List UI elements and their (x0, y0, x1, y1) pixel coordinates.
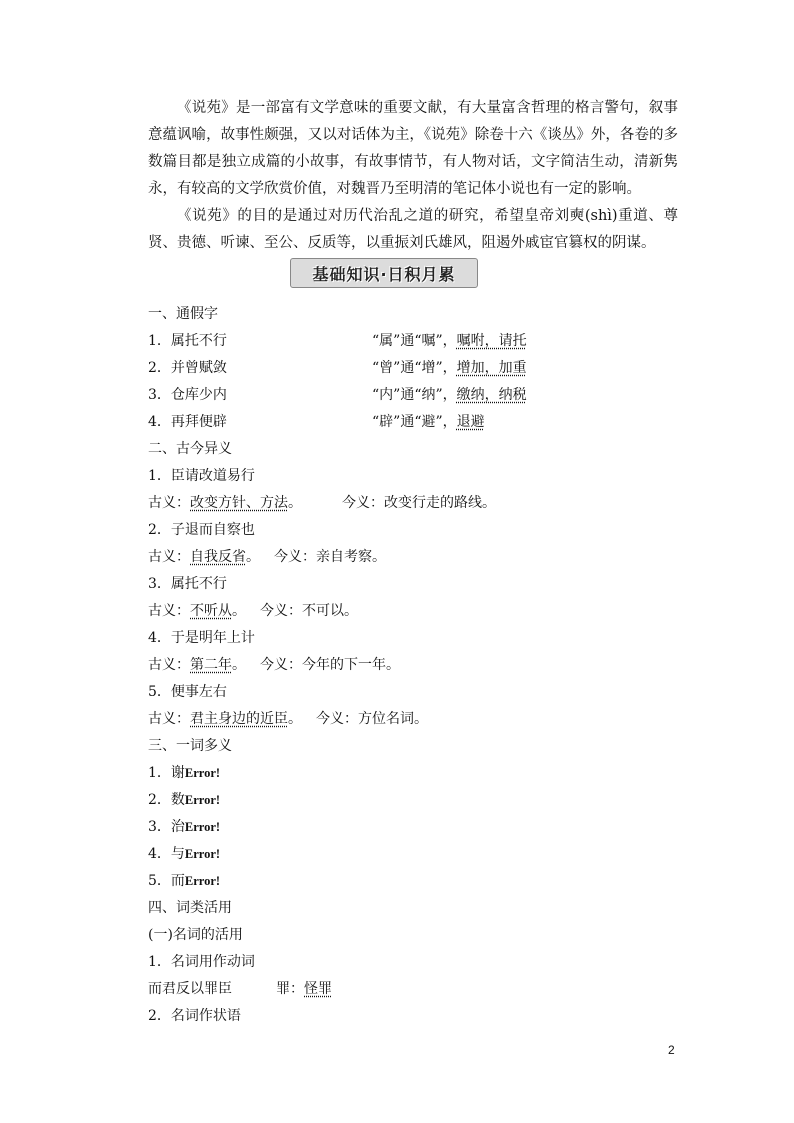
word-label: 3．治 (148, 819, 185, 835)
section-heading-gujinyiyi: 二、古今异义 (148, 441, 232, 457)
gloss-underlined: 缴纳，纳税 (456, 387, 527, 403)
list-item-right (372, 411, 485, 431)
period: 。 (288, 495, 302, 511)
gu-label: 古义： (148, 495, 190, 511)
jin-meaning: 今义：方位名词。 (316, 711, 428, 727)
period: 。 (232, 603, 246, 619)
definition-line (148, 600, 358, 620)
example-sentence: 而君反以罪臣 (148, 981, 232, 997)
gu-label: 古义： (148, 549, 190, 565)
gloss-underlined: 怪罪 (304, 981, 332, 997)
word-label: 2．数 (148, 792, 185, 808)
jin-meaning: 今义：不可以。 (260, 603, 358, 619)
gu-meaning: 自我反省 (190, 549, 246, 565)
jin-meaning: 今义：改变行走的路线。 (342, 495, 496, 511)
section-heading-yiciduoyi: 三、一词多义 (148, 738, 232, 754)
gu-label: 古义： (148, 711, 190, 727)
list-item-right (372, 330, 527, 350)
section-heading-tongjiazi: 一、通假字 (148, 306, 218, 322)
period: 。 (288, 711, 302, 727)
example-line (148, 978, 332, 998)
list-item: 2．名词作状语 (148, 1008, 241, 1024)
word-label: 5．而 (148, 873, 185, 889)
gu-label: 古义： (148, 603, 190, 619)
list-item (148, 843, 220, 863)
banner-title: 基础知识·日积月累 (312, 264, 456, 284)
list-item-left: 1．属托不行 (148, 333, 227, 349)
word-label: 1．谢 (148, 765, 185, 781)
gu-meaning: 改变方针、方法 (190, 495, 288, 511)
list-item: 2．子退而自察也 (148, 522, 255, 538)
gloss-text: “属”通“嘱”， (372, 333, 457, 349)
gloss-underlined: 嘱咐，请托 (456, 333, 527, 349)
gu-label: 古义： (148, 657, 190, 673)
list-item: 3．属托不行 (148, 576, 227, 592)
period: 。 (246, 549, 260, 565)
gu-meaning: 君主身边的近臣 (190, 711, 288, 727)
definition-line (148, 708, 428, 728)
list-item-right (372, 357, 527, 377)
list-item-left: 3．仓库少内 (148, 387, 227, 403)
definition-line (148, 492, 496, 512)
intro-block (148, 95, 678, 257)
list-item: 1．臣请改道易行 (148, 468, 255, 484)
gloss-text: “内”通“纳”， (372, 387, 457, 403)
error-text: Error! (184, 847, 221, 861)
list-item: 1．名词用作动词 (148, 954, 255, 970)
error-text: Error! (184, 766, 221, 780)
jin-meaning: 今义：亲自考察。 (274, 549, 386, 565)
word-label: 4．与 (148, 846, 185, 862)
error-text: Error! (184, 874, 221, 888)
list-item: 4．于是明年上计 (148, 630, 255, 646)
gu-meaning: 不听从 (190, 603, 232, 619)
intro-paragraph-2: 《说苑》的目的是通过对历代治乱之道的研究，希望皇帝刘奭(shì)重道、尊贤、贵德、听谏、至公、反质等，以重振刘氏雄风，阻遏外戚宦官篡权的阴谋。 (148, 208, 678, 251)
list-item (148, 816, 220, 836)
intro-paragraph-1: 《说苑》是一部富有文学意味的重要文献，有大量富含哲理的格言警句，叙事意蕴讽喻，故事性颇强，又以对话体为主，《说苑》除卷十六《谈丛》外，各卷的多数篇目都是独立成篇的小故事，有故事情节，有人物对话，文字简洁生动，清新隽永，有较高的文学欣赏价值，对魏晋乃至明清的笔记体小说也有一定的影响。 (148, 100, 678, 197)
period: 。 (232, 657, 246, 673)
page-number: 2 (668, 1043, 675, 1057)
gloss-text: “曾”通“增”， (372, 360, 457, 376)
gloss-underlined: 退避 (456, 414, 485, 430)
gloss-label: 罪： (276, 981, 304, 997)
list-item (148, 762, 220, 782)
jin-meaning: 今义：今年的下一年。 (260, 657, 400, 673)
list-item (148, 789, 220, 809)
definition-line (148, 654, 400, 674)
list-item-left: 4．再拜便辟 (148, 414, 227, 430)
list-item-left: 2．并曾赋敛 (148, 360, 227, 376)
section-heading-cileihuoyong: 四、词类活用 (148, 900, 232, 916)
section-banner (290, 258, 478, 288)
gu-meaning: 第二年 (190, 657, 232, 673)
definition-line (148, 546, 386, 566)
list-item: 5．便事左右 (148, 684, 227, 700)
list-item (148, 870, 220, 890)
list-item-right (372, 384, 527, 404)
error-text: Error! (184, 793, 221, 807)
gloss-underlined: 增加，加重 (456, 360, 527, 376)
gloss-text: “辟”通“避”， (372, 414, 457, 430)
subsection-heading: (一)名词的活用 (148, 927, 243, 943)
error-text: Error! (184, 820, 221, 834)
